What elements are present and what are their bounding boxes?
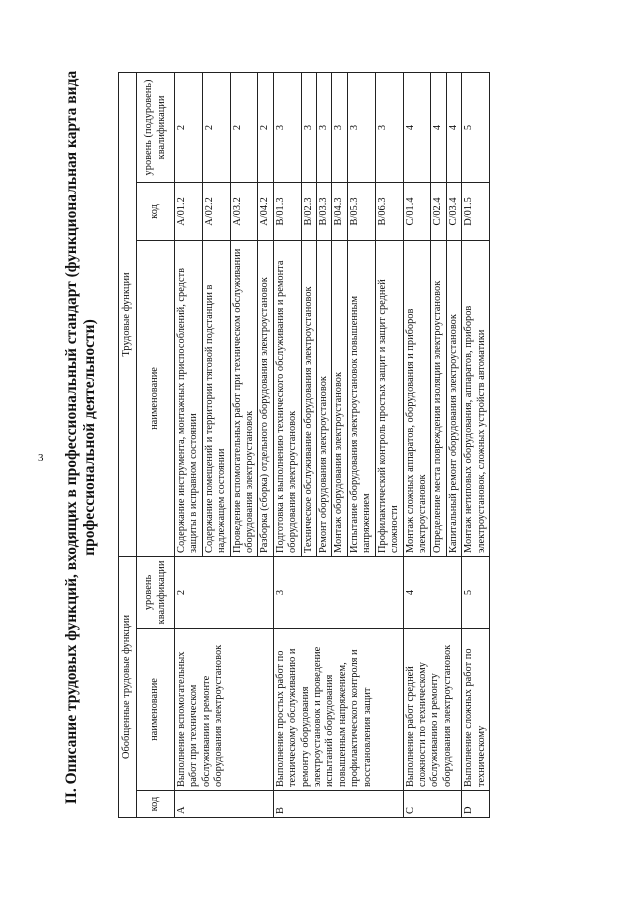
labor-function-level: 3 xyxy=(332,72,347,182)
table-row xyxy=(273,72,301,817)
labor-function-code: A/03.2 xyxy=(230,182,258,240)
labor-function-code: B/03.3 xyxy=(317,182,332,240)
sublevel-header: уровень (подуровень) квалификации xyxy=(137,72,175,182)
general-function-name: Выполнение работ средней сложности по техническому обслуживанию и ремонту оборудования электроустановок xyxy=(403,629,462,791)
labor-function-level: 3 xyxy=(347,72,375,182)
labor-function-name: Проведение вспомогательных работ при техническом обслуживании оборудования электроустановок xyxy=(230,240,258,556)
table-row xyxy=(175,72,203,817)
labor-function-level: 2 xyxy=(202,72,230,182)
page-number: 3 xyxy=(38,452,44,464)
general-function-code: B xyxy=(273,791,403,818)
labor-function-level: 4 xyxy=(446,72,461,182)
general-functions-header: Обобщенные трудовые функции xyxy=(119,556,137,817)
general-function-name: Выполнение вспомогательных работ при техническом обслуживании и ремонте оборудования электроустановок xyxy=(175,629,274,791)
function-code-header: код xyxy=(137,182,175,240)
general-function-level: 5 xyxy=(462,556,490,628)
labor-function-level: 3 xyxy=(301,72,316,182)
general-function-level: 2 xyxy=(175,556,274,628)
code-header: код xyxy=(137,791,175,818)
level-header: уровень квалификации xyxy=(137,556,175,628)
general-function-level: 4 xyxy=(403,556,462,628)
labor-function-name: Капитальный ремонт оборудования электроустановок xyxy=(446,240,461,556)
labor-function-name: Разборка (сборка) отдельного оборудования электроустановок xyxy=(258,240,273,556)
labor-function-code: B/06.3 xyxy=(375,182,403,240)
labor-function-name: Профилактический контроль простых защит и защит средней сложности xyxy=(375,240,403,556)
table-row xyxy=(403,72,431,817)
labor-function-name: Содержание помещений и территории тяговой подстанции в надлежащем состоянии xyxy=(202,240,230,556)
labor-function-name: Подготовка к выполнению технического обслуживания и ремонта оборудования электроустановок xyxy=(273,240,301,556)
labor-functions-header: Трудовые функции xyxy=(119,72,137,556)
labor-function-name: Испытание оборудования электроустановок повышенным напряжением xyxy=(347,240,375,556)
labor-function-name: Техническое обслуживание оборудования электроустановок xyxy=(301,240,316,556)
labor-function-level: 3 xyxy=(317,72,332,182)
labor-function-name: Монтаж нетиповых оборудования, аппаратов, приборов электроустановок, сложных устройств автоматики xyxy=(462,240,490,556)
labor-function-code: C/03.4 xyxy=(446,182,461,240)
labor-function-name: Определение места повреждения изоляции электроустановок xyxy=(431,240,446,556)
table-body xyxy=(175,72,490,817)
labor-function-level: 2 xyxy=(258,72,273,182)
labor-function-level: 3 xyxy=(273,72,301,182)
general-function-code: C xyxy=(403,791,462,818)
labor-function-code: B/01.3 xyxy=(273,182,301,240)
labor-function-name: Ремонт оборудования электроустановок xyxy=(317,240,332,556)
general-function-level: 3 xyxy=(273,556,403,628)
function-name-header: наименование xyxy=(137,240,175,556)
section-title: II. Описание трудовых функций, входящих в профессиональный стандарт (функциональная карта вида профессиональной деятельности) xyxy=(63,70,98,805)
labor-function-code: B/02.3 xyxy=(301,182,316,240)
labor-function-code: A/02.2 xyxy=(202,182,230,240)
labor-function-level: 3 xyxy=(375,72,403,182)
labor-function-code: D/01.5 xyxy=(462,182,490,240)
labor-function-code: A/04.2 xyxy=(258,182,273,240)
general-function-code: D xyxy=(462,791,490,818)
labor-function-code: C/02.4 xyxy=(431,182,446,240)
labor-function-level: 2 xyxy=(175,72,203,182)
labor-function-level: 4 xyxy=(403,72,431,182)
labor-function-code: C/01.4 xyxy=(403,182,431,240)
general-function-code: A xyxy=(175,791,274,818)
general-function-name: Выполнение простых работ по техническому обслуживанию и ремонту оборудования электроустановок и проведение испытаний оборудования повышенным напряжением, профилактического контроля и восстановления защит xyxy=(273,629,403,791)
functional-map-table xyxy=(118,72,490,818)
labor-function-name: Монтаж сложных аппаратов, оборудования и приборов электроустановок xyxy=(403,240,431,556)
general-function-name: Выполнение сложных работ по техническому xyxy=(462,629,490,791)
labor-function-code: B/05.3 xyxy=(347,182,375,240)
labor-function-code: B/04.3 xyxy=(332,182,347,240)
name-header: наименование xyxy=(137,629,175,791)
labor-function-code: A/01.2 xyxy=(175,182,203,240)
labor-function-level: 2 xyxy=(230,72,258,182)
labor-function-name: Монтаж оборудования электроустановок xyxy=(332,240,347,556)
labor-function-name: Содержание инструмента, монтажных приспособлений, средств защиты в исправном состоянии xyxy=(175,240,203,556)
table-row xyxy=(462,72,490,817)
labor-function-level: 4 xyxy=(431,72,446,182)
labor-function-level: 5 xyxy=(462,72,490,182)
